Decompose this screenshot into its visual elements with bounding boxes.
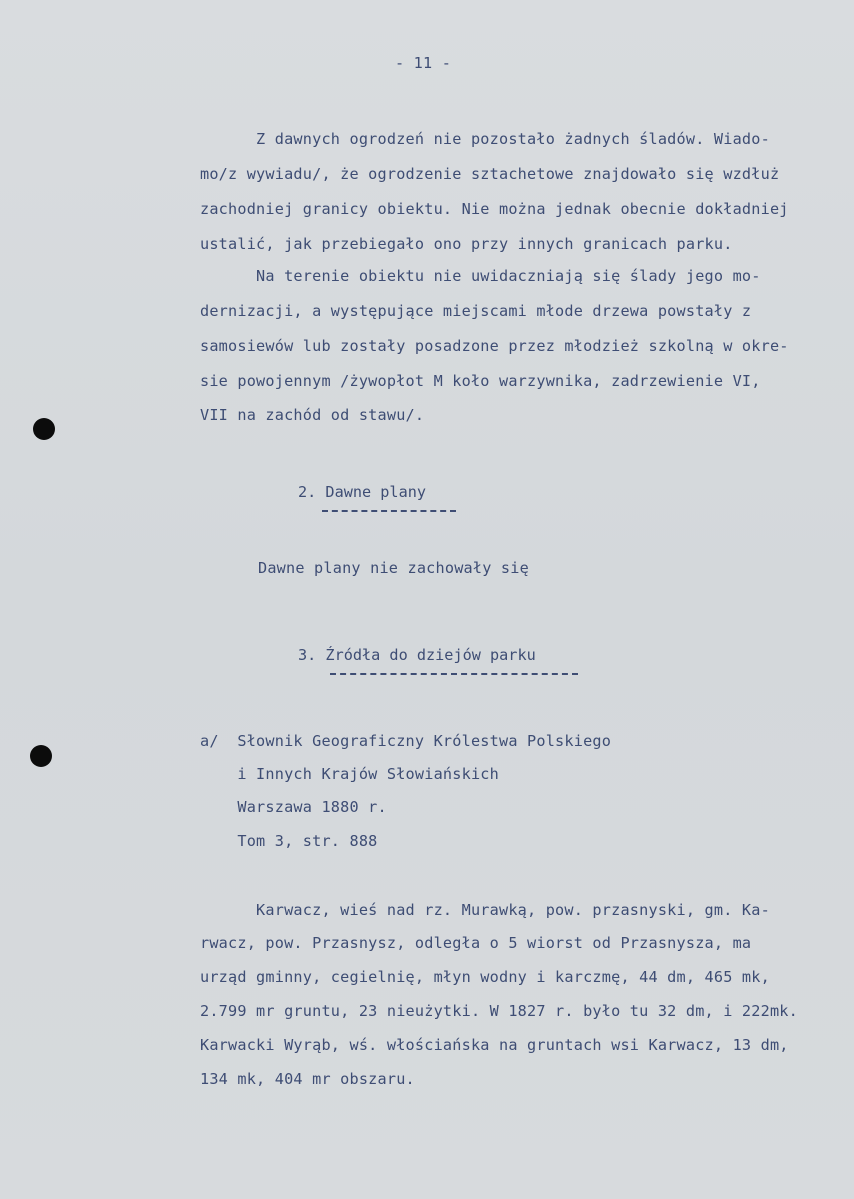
- section3-underline: [330, 673, 578, 675]
- quote-line-1: Karwacz, wieś nad rz. Murawką, pow. przasnyski, gm. Ka-: [200, 901, 770, 919]
- section3-heading: 3. Źródła do dziejów parku: [298, 646, 536, 664]
- paragraph1-line-4: ustalić, jak przebiegało ono przy innych granicach parku.: [200, 235, 733, 253]
- paragraph2-line-3: samosiewów lub zostały posadzone przez młodzież szkolną w okre-: [200, 337, 789, 355]
- source-a-line-4: Tom 3, str. 888: [200, 832, 378, 850]
- quote-line-3: urząd gminny, cegielnię, młyn wodny i karczmę, 44 dm, 465 mk,: [200, 968, 770, 986]
- section2-heading: 2. Dawne plany: [298, 483, 427, 501]
- punch-hole-top: [33, 418, 55, 440]
- paragraph2-line-4: sie powojennym /żywopłot M koło warzywnika, zadrzewienie VI,: [200, 372, 761, 390]
- source-a-line-3: Warszawa 1880 r.: [200, 798, 387, 816]
- page-number: - 11 -: [395, 54, 452, 72]
- section2-text: Dawne plany nie zachowały się: [258, 559, 529, 577]
- quote-line-2: rwacz, pow. Przasnysz, odległa o 5 wiorst od Przasnysza, ma: [200, 934, 752, 952]
- source-a-line-2: i Innych Krajów Słowiańskich: [200, 765, 499, 783]
- quote-line-5: Karwacki Wyrąb, wś. włościańska na gruntach wsi Karwacz, 13 dm,: [200, 1036, 789, 1054]
- source-a-line-1: a/ Słownik Geograficzny Królestwa Polskiego: [200, 732, 612, 750]
- punch-hole-bottom: [30, 745, 52, 767]
- quote-line-6: 134 mk, 404 mr obszaru.: [200, 1070, 415, 1088]
- paragraph1-line-3: zachodniej granicy obiektu. Nie można jednak obecnie dokładniej: [200, 200, 789, 218]
- quote-line-4: 2.799 mr gruntu, 23 nieużytki. W 1827 r. było tu 32 dm, i 222mk.: [200, 1002, 798, 1020]
- paragraph2-line-1: Na terenie obiektu nie uwidaczniają się ślady jego mo-: [200, 267, 761, 285]
- paragraph2-line-5: VII na zachód od stawu/.: [200, 406, 425, 424]
- paragraph1-line-1: Z dawnych ogrodzeń nie pozostało żadnych śladów. Wiado-: [200, 130, 770, 148]
- paragraph2-line-2: dernizacji, a występujące miejscami młode drzewa powstały z: [200, 302, 752, 320]
- section2-underline: [322, 510, 456, 512]
- paragraph1-line-2: mo/z wywiadu/, że ogrodzenie sztachetowe znajdowało się wzdłuż: [200, 165, 780, 183]
